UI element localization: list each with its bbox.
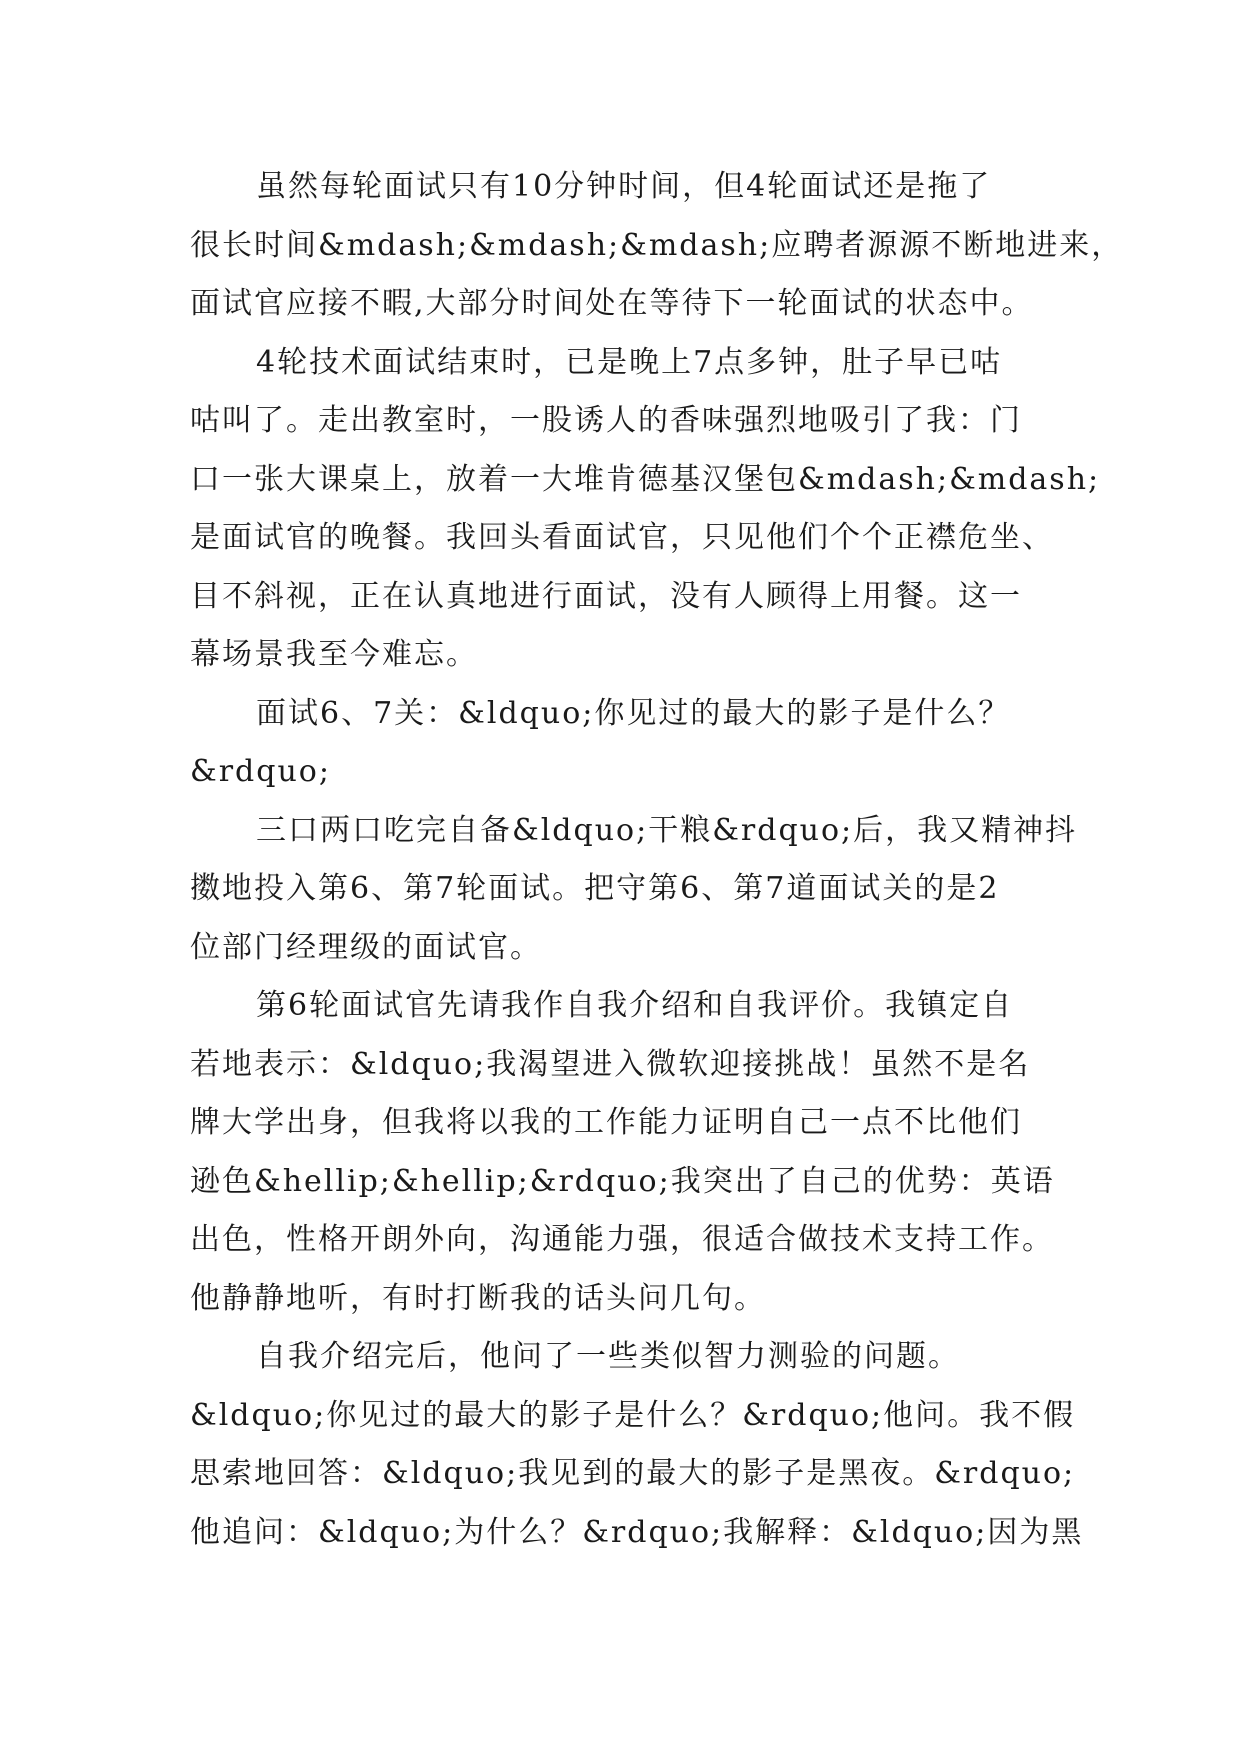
text-line: 咕叫了。走出教室时，一股诱人的香味强烈地吸引了我：门 <box>190 403 1022 438</box>
text-line: 面试官应接不暇,大部分时间处在等待下一轮面试的状态中。 <box>190 286 1034 321</box>
text-line: 他追问：&ldquo;为什么？&rdquo;我解释：&ldquo;因为黑 <box>190 1514 1084 1550</box>
text-line: 逊色&hellip;&hellip;&rdquo;我突出了自己的优势：英语 <box>190 1163 1055 1199</box>
text-line: 位部门经理级的面试官。 <box>190 929 542 965</box>
text-line: 出色，性格开朗外向，沟通能力强，很适合做技术支持工作。 <box>190 1222 1054 1257</box>
text-line: 三口两口吃完自备&ldquo;干粮&rdquo;后，我又精神抖 <box>256 812 1078 848</box>
text-line: 他静静地听，有时打断我的话头问几句。 <box>190 1280 766 1316</box>
text-line: 擞地投入第6、第7轮面试。把守第6、第7道面试关的是2 <box>190 871 1000 906</box>
text-line: 若地表示：&ldquo;我渴望进入微软迎接挑战！虽然不是名 <box>190 1046 1031 1082</box>
text-line: 很长时间&mdash;&mdash;&mdash;应聘者源源不断地进来， <box>190 227 1124 263</box>
text-line: 虽然每轮面试只有10分钟时间，但4轮面试还是拖了 <box>256 169 992 204</box>
text-line: &rdquo; <box>190 754 331 789</box>
text-line: 口一张大课桌上，放着一大堆肯德基汉堡包&mdash;&mdash; <box>190 461 1101 497</box>
text-line: 牌大学出身，但我将以我的工作能力证明自己一点不比他们 <box>190 1105 1022 1140</box>
text-line: 目不斜视，正在认真地进行面试，没有人顾得上用餐。这一 <box>190 578 1022 614</box>
text-line: 是面试官的晚餐。我回头看面试官，只见他们个个正襟危坐、 <box>190 520 1054 555</box>
text-line: &ldquo;你见过的最大的影子是什么？&rdquo;他问。我不假 <box>190 1397 1076 1433</box>
document-body <box>190 158 1124 1562</box>
text-line: 4轮技术面试结束时，已是晚上7点多钟，肚子早已咕 <box>256 344 1003 380</box>
text-line: 思索地回答：&ldquo;我见到的最大的影子是黑夜。&rdquo; <box>190 1456 1076 1491</box>
text-line: 自我介绍完后，他问了一些类似智力测验的问题。 <box>256 1339 960 1374</box>
text-line: 幕场景我至今难忘。 <box>190 637 478 672</box>
text-line: 面试6、7关：&ldquo;你见过的最大的影子是什么？ <box>256 695 1011 731</box>
text-line: 第6轮面试官先请我作自我介绍和自我评价。我镇定自 <box>256 988 1014 1023</box>
